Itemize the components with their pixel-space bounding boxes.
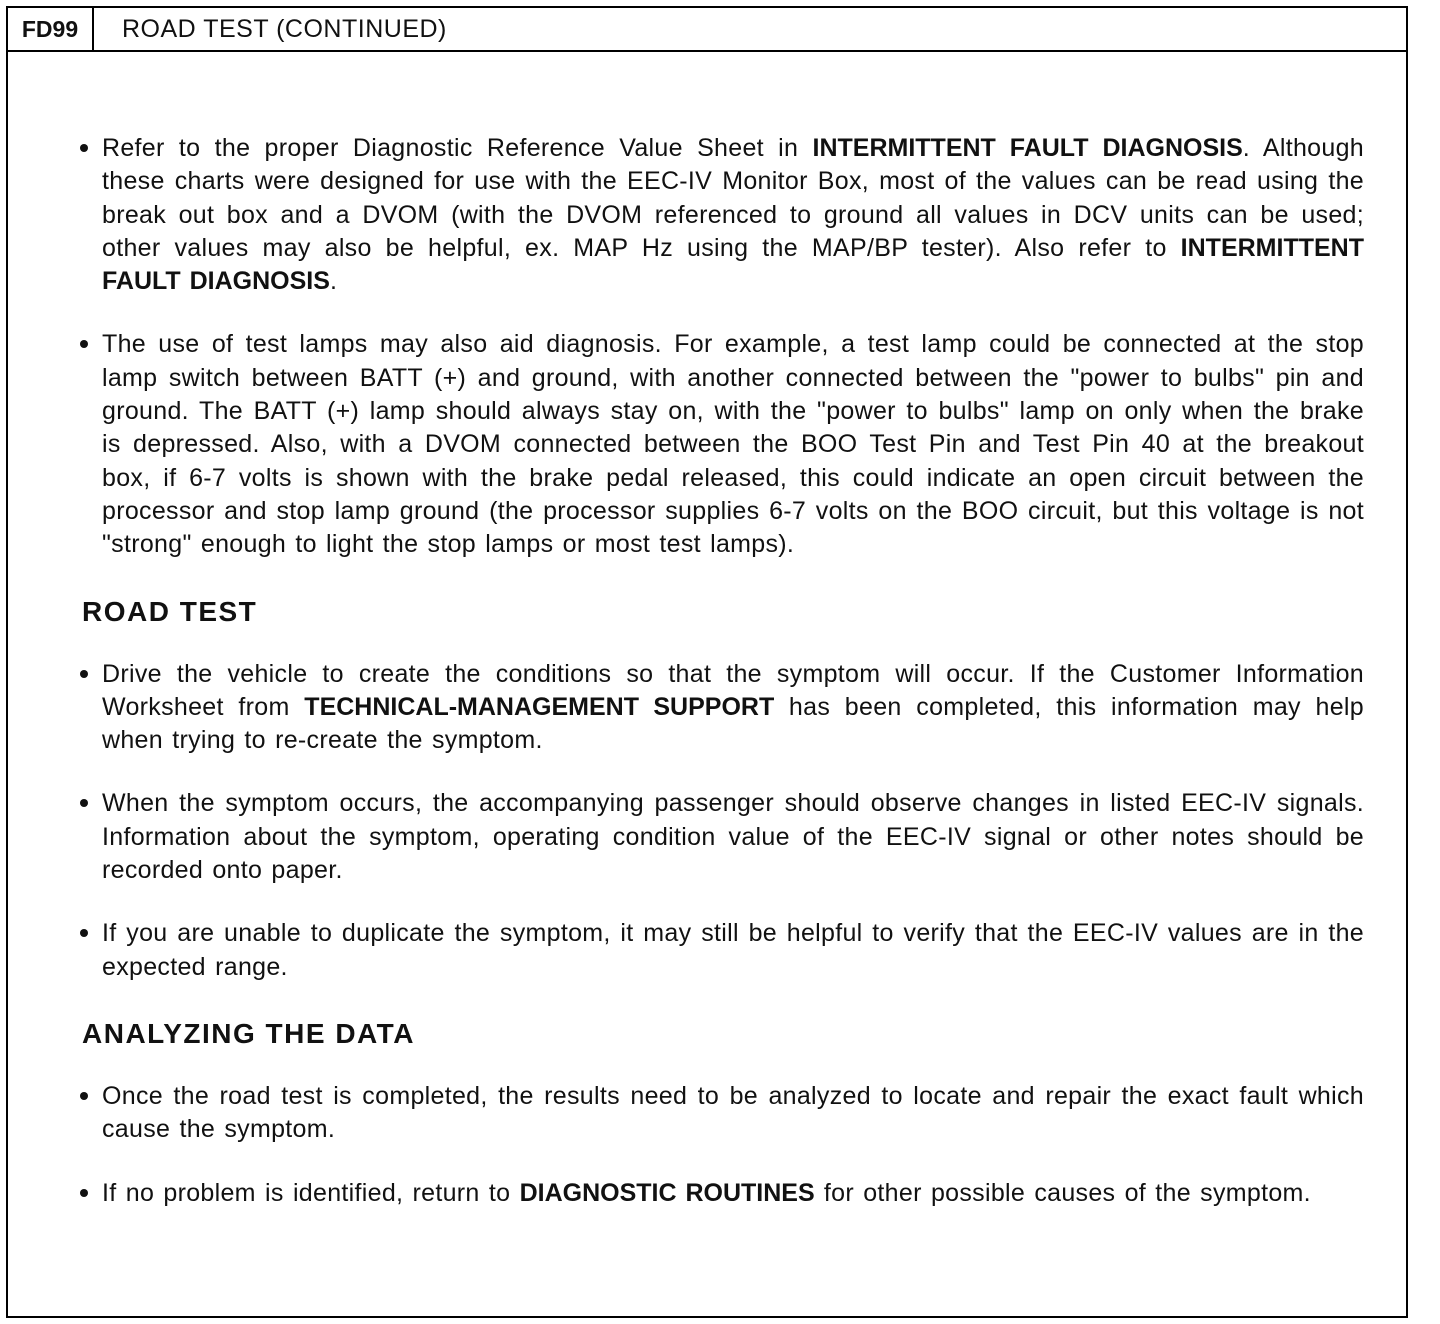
- bullet-text-part: If you are unable to duplicate the symptom, it may still be helpful to verify that the EEC-IV values are in the expected range.: [102, 919, 1364, 981]
- bullet-test-lamps: [74, 328, 1364, 561]
- bullet-text-part: .: [329, 267, 338, 296]
- bullet-dot-icon: [80, 799, 88, 807]
- bullet-text-part: The use of test lamps may also aid diagnosis. For example, a test lamp could be connected at the stop lamp switch between BATT (+) and ground, with another connected between the "power to bulbs" pin and ground. The BATT (+) lamp should always stay on, with the "power to bulbs" lamp on only when the brake is depressed. Also, with a DVOM connected between the BOO Test Pin and Test Pin 40 at the breakout box, if 6-7 volts is shown with the brake pedal released, this could indicate an open circuit between the processor and stop lamp ground (the processor supplies 6-7 volts on the BOO circuit, but this voltage is not "strong" enough to light the stop lamps or most test lamps).: [102, 330, 1364, 559]
- section-code: FD99: [8, 8, 94, 50]
- bullet-dot-icon: [80, 144, 88, 152]
- bullet-text-part: Drive the vehicle to create the conditions so that the symptom will occur. If the Customer Information Worksheet from: [102, 659, 1364, 721]
- bullet-dot-icon: [80, 340, 88, 348]
- bullet-dot-icon: [80, 670, 88, 678]
- bullet-no-problem-identified: [74, 1177, 1364, 1210]
- bullet-text-bold: INTERMITTENT FAULT DIAGNOSIS: [102, 233, 1364, 296]
- bullet-dot-icon: [80, 1092, 88, 1100]
- bullet-symptom-occurs: [74, 787, 1364, 887]
- bullet-text-part: When the symptom occurs, the accompanying passenger should observe changes in listed EEC-IV signals. Information about the symptom, operating condition value of the EEC-IV signal or other notes should be recorded onto paper.: [102, 789, 1364, 885]
- bullet-text-part: for other possible causes of the symptom.: [814, 1178, 1311, 1207]
- bullet-text-bold: DIAGNOSTIC ROUTINES: [519, 1178, 815, 1207]
- bullet-text-part: Refer to the proper Diagnostic Reference Value Sheet in: [102, 134, 813, 162]
- bullet-text-bold: TECHNICAL-MANAGEMENT SUPPORT: [304, 692, 775, 721]
- bullet-text-bold: INTERMITTENT FAULT DIAGNOSIS: [812, 134, 1243, 162]
- page-header: [8, 8, 1406, 52]
- bullet-text-part: Once the road test is completed, the results need to be analyzed to locate and repair the exact fault which cause the symptom.: [102, 1081, 1364, 1144]
- bullet-drive-vehicle: [74, 658, 1364, 758]
- page-title: ROAD TEST (CONTINUED): [122, 14, 447, 43]
- document-body: [74, 132, 1364, 1210]
- bullet-dot-icon: [80, 929, 88, 937]
- bullet-reference-value-sheet: [74, 132, 1364, 298]
- section-heading-road-test: ROAD TEST: [82, 595, 258, 627]
- bullet-text-part: has been completed, this information may help when trying to re-create the symptom.: [102, 692, 1364, 755]
- bullet-unable-to-duplicate: [74, 917, 1364, 984]
- bullet-text-part: . Although these charts were designed for use with the EEC-IV Monitor Box, most of the values can be read using the break out box and a DVOM (with the DVOM referenced to ground all values in DCV units can be used; other values may also be helpful, ex. MAP Hz using the MAP/BP tester). Also refer to: [102, 134, 1364, 262]
- bullet-text-part: If no problem is identified, return to: [102, 1178, 520, 1207]
- bullet-dot-icon: [80, 1189, 88, 1197]
- section-heading-analyzing-data: ANALYZING THE DATA: [82, 1017, 415, 1049]
- bullet-road-test-completed: [74, 1080, 1364, 1147]
